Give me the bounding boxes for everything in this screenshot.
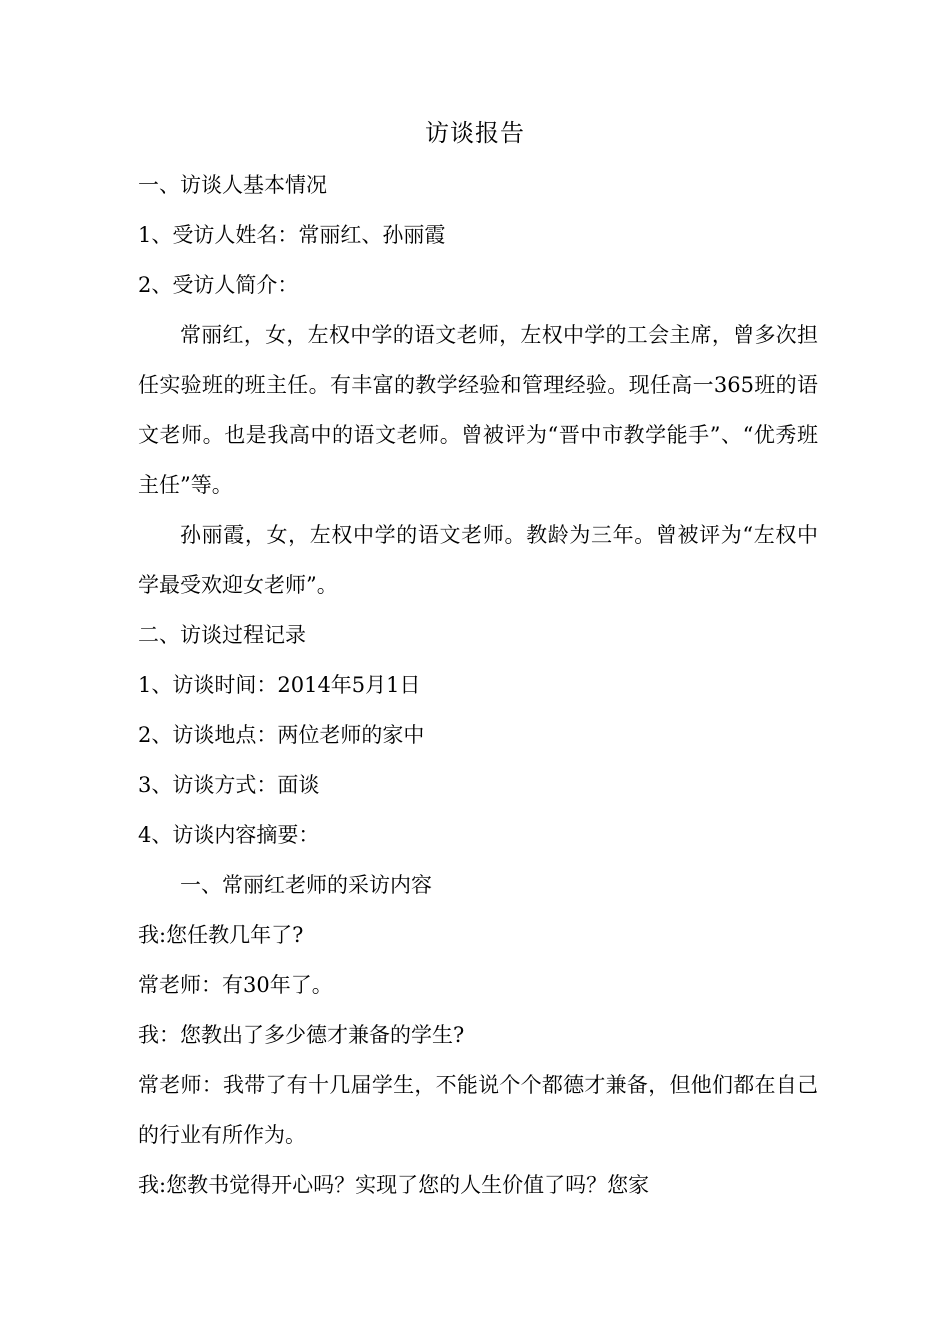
interview-place: 2、访谈地点：两位老师的家中 <box>138 723 425 747</box>
interviewee-intro-label: 2、受访人简介： <box>138 273 299 297</box>
intro-paragraph-sun: 孙丽霞，女，左权中学的语文老师。教龄为三年。曾被评为“左权中学最受欢迎女老师”。 <box>138 523 818 597</box>
interviewee-names: 1、受访人姓名：常丽红、孙丽霞 <box>138 223 446 247</box>
page-title: 访谈报告 <box>425 119 525 147</box>
answer-1: 常老师：有30年了。 <box>138 973 333 997</box>
document-body <box>138 160 818 1210</box>
question-3: 我:您教书觉得开心吗？实现了您的人生价值了吗？您家 <box>138 1173 650 1197</box>
section-heading-basic-info: 一、访谈人基本情况 <box>138 173 327 197</box>
interview-time: 1、访谈时间：2014年5月1日 <box>138 673 421 697</box>
answer-2: 常老师：我带了有十几届学生，不能说个个都德才兼备，但他们都在自己的行业有所作为。 <box>138 1073 818 1147</box>
question-1: 我:您任教几年了? <box>138 923 304 947</box>
sub-heading-chang-interview: 一、常丽红老师的采访内容 <box>180 873 432 897</box>
interview-summary-label: 4、访谈内容摘要： <box>138 823 320 847</box>
question-2: 我：您教出了多少德才兼备的学生? <box>138 1023 465 1047</box>
interview-method: 3、访谈方式：面谈 <box>138 773 320 797</box>
intro-paragraph-chang: 常丽红，女，左权中学的语文老师，左权中学的工会主席，曾多次担任实验班的班主任。有丰富的教学经验和管理经验。现任高一365班的语文老师。也是我高中的语文老师。曾被评为“晋中市教学能手”、“优秀班主任”等。 <box>138 323 818 497</box>
section-heading-interview-record: 二、访谈过程记录 <box>138 623 306 647</box>
